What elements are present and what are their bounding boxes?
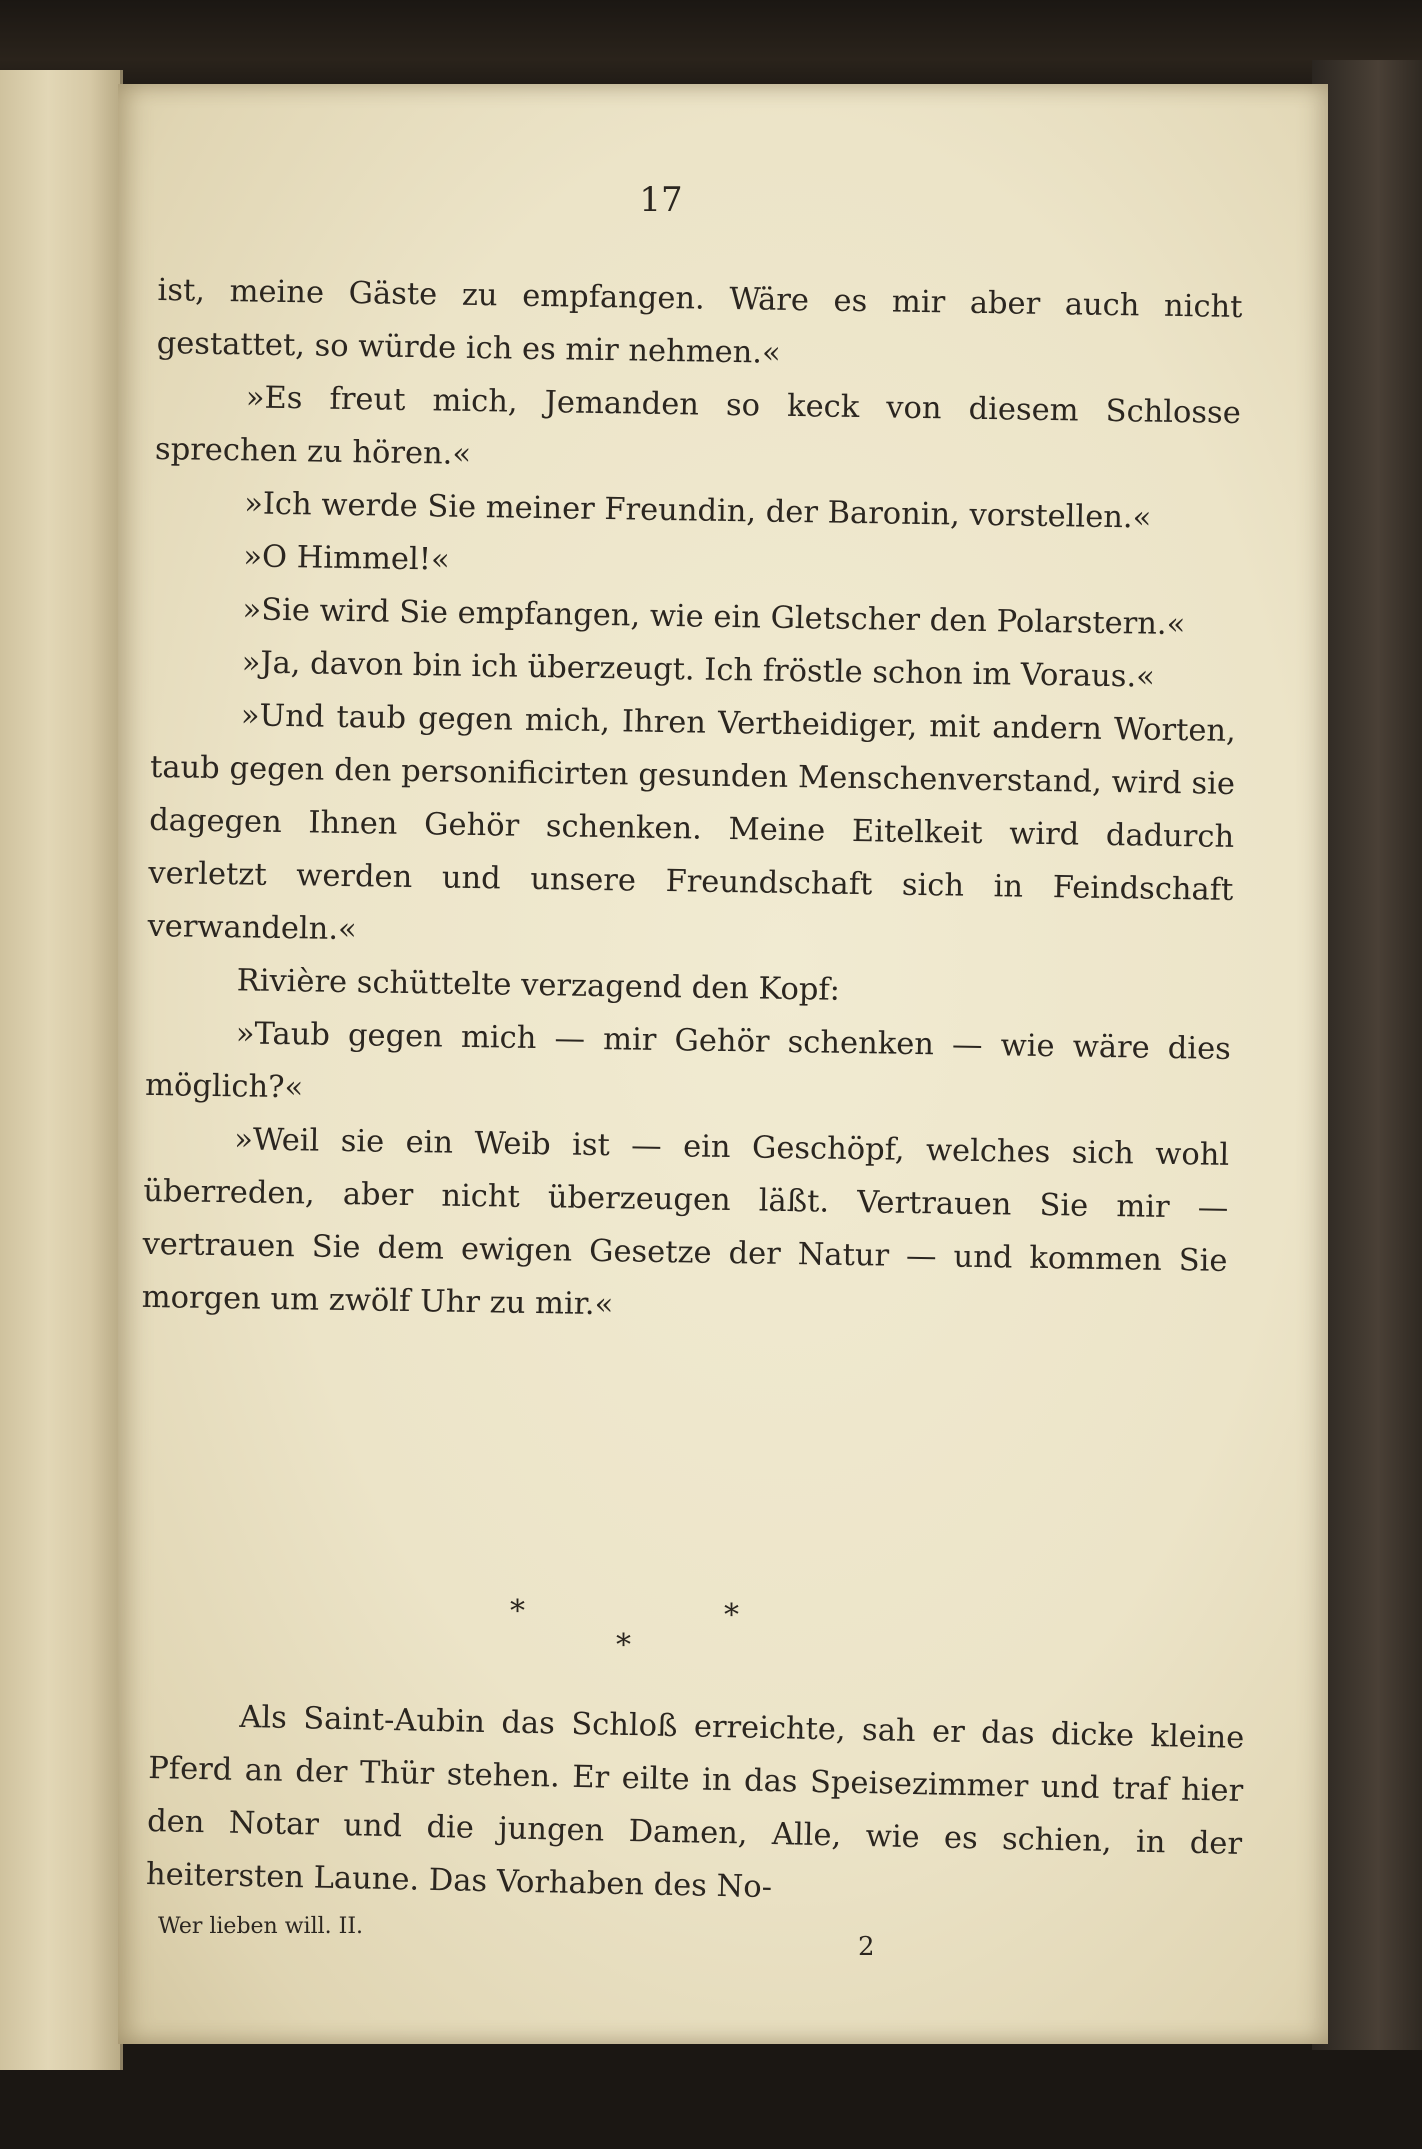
- book-page: [118, 84, 1328, 2044]
- signature-mark: Wer lieben will. II.: [158, 1914, 364, 1939]
- book-cover-edge: [1312, 60, 1422, 2050]
- paragraph-9: »Taub gegen mich — mir Gehör schenken — wie wäre dies möglich?«: [144, 1016, 1232, 1106]
- asterisk-center: *: [616, 1628, 631, 1663]
- paragraph-5: »Sie wird Sie empfangen, wie ein Gletscher den Polarstern.«: [242, 592, 1186, 643]
- paragraph-10: »Weil sie ein Weib ist — ein Geschöpf, welches sich wohl überreden, aber nicht überzeugen läßt. Vertrauen Sie mir — vertrauen Sie dem ewigen Gesetze der Natur — und kommen Sie morgen um zwölf Uhr zu mir.«: [141, 1122, 1230, 1323]
- previous-page-edge: [0, 70, 123, 2070]
- paragraph-3: »Ich werde Sie meiner Freundin, der Baronin, vorstellen.«: [243, 486, 1152, 536]
- asterisk-left: *: [510, 1594, 525, 1629]
- sheet-number: 2: [858, 1932, 875, 1962]
- paragraph-1: ist, meine Gäste zu empfangen. Wäre es mir aber auch nicht gestattet, so würde ich es mir nehmen.«: [156, 272, 1243, 371]
- paragraph-4: »O Himmel!«: [243, 539, 450, 578]
- asterisk-right: *: [724, 1598, 739, 1633]
- section-break-asterisks: [118, 1594, 1328, 1674]
- paragraph-after-break: Als Saint-Aubin das Schloß erreichte, sah er das dicke kleine Pferd an der Thür stehen. Er eilte in das Speisezimmer und traf hier den Notar und die jungen Damen, Alle, wie es schien, in der heitersten Laune. Das Vorhaben des No-: [145, 1699, 1245, 1906]
- paragraph-2: »Es freut mich, Jemanden so keck von diesem Schlosse sprechen zu hören.«: [154, 380, 1242, 472]
- paragraph-7: »Und taub gegen mich, Ihren Vertheidiger, mit andern Worten, taub gegen den personificirten gesunden Menschenverstand, wird sie dagegen Ihnen Gehör schenken. Meine Eitelkeit wird dadurch verletzt werden und unsere Freundschaft sich in Feindschaft verwandeln.«: [147, 698, 1237, 948]
- paragraph-8: Rivière schüttelte verzagend den Kopf:: [236, 963, 841, 1008]
- page-body: [141, 264, 1243, 1341]
- page-number: 17: [639, 180, 683, 220]
- new-section-text: [146, 1689, 1245, 1924]
- paragraph-6: »Ja, davon bin ich überzeugt. Ich fröstle schon im Voraus.«: [241, 645, 1156, 695]
